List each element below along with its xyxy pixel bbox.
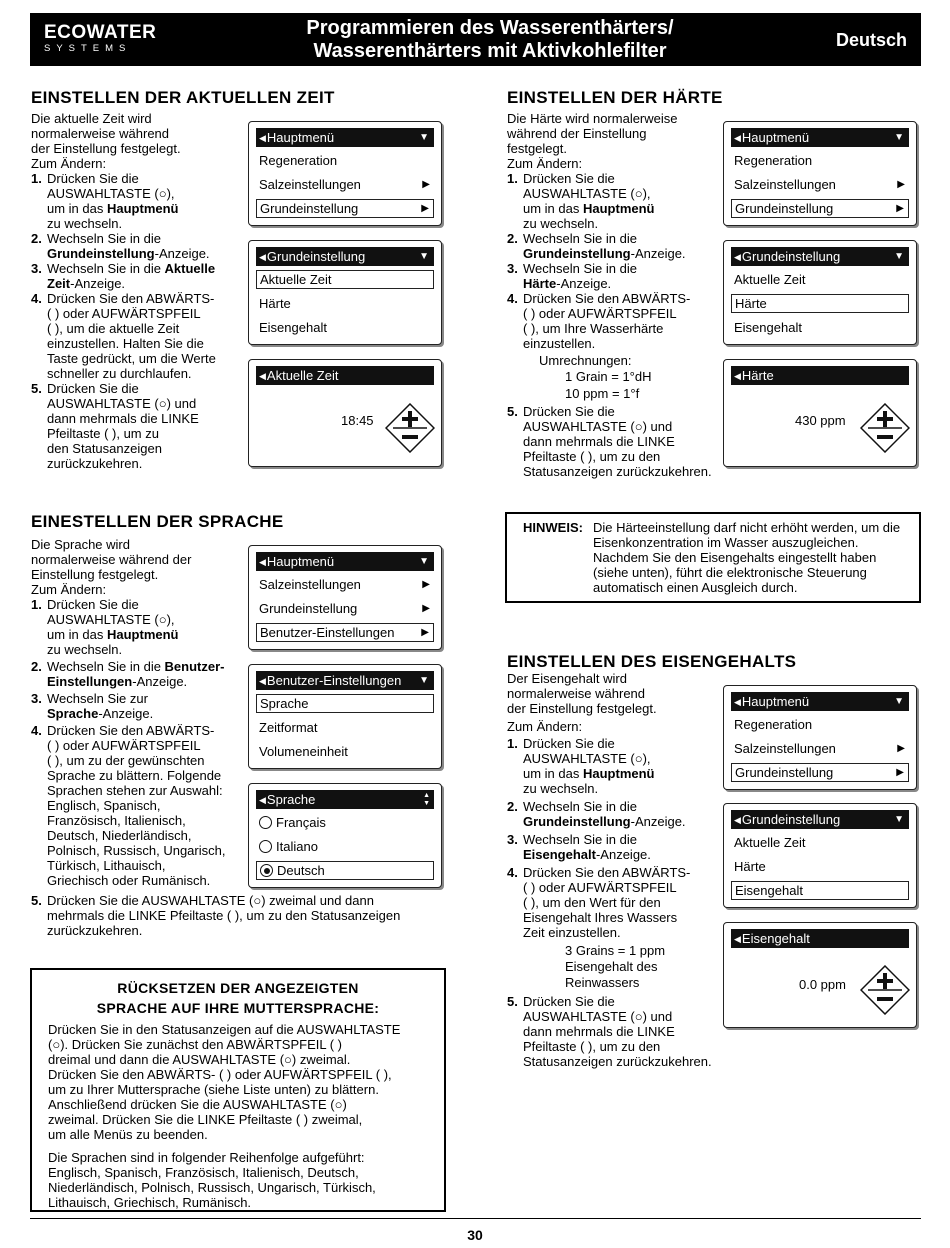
menu-item-eisengehalt[interactable]: Eisengehalt [731,881,909,900]
lcd-grundeinstellung [723,803,917,908]
radio-icon [259,816,272,829]
section-title-zeit: EINSTELLEN DER AKTUELLEN ZEIT [31,88,335,107]
sprache-instructions [31,537,256,888]
circle-icon: ○ [634,186,643,201]
lcd-grundeinstellung [248,240,442,345]
logo-sub: SYSTEMS [44,43,132,54]
triangle-right-icon: ▶ [896,767,904,778]
zeit-instructions [31,111,251,471]
reset-paragraph-1: Drücken Sie in den Statusanzeigen auf die AUSWAHLTASTE (○). Drücken Sie zunächst den ABWÄRTSPFEIL ( ) dreimal und dann die AUSWAHLTASTE (○) zweimal. Drücken Sie den ABWÄRTS- ( ) oder AUFWÄRTSPFEIL ( ), um zu Ihrer Muttersprache (siehe Liste unten) zu blättern. Anschließend drücken Sie die AUSWAHLTASTE (○) zweimal. Drücken Sie die LINKE Pfeiltaste ( ) zweimal, um alle Menüs zu beenden. [48,1022,401,1142]
menu-item-haerte[interactable]: Härte [259,296,291,311]
circle-icon: ○ [52,1037,61,1052]
menu-item-eisengehalt[interactable]: Eisengehalt [259,320,327,335]
lcd-hauptmenue [248,121,442,226]
menu-item-salzeinstellungen[interactable]: Salzeinstellungen ▶ [734,741,905,756]
intro-line: festgelegt. [507,141,567,156]
menu-item-regeneration[interactable]: Regeneration [734,717,813,732]
lcd-title-bar: ◀Härte [731,366,909,385]
circle-icon: ○ [334,1097,343,1112]
time-value: 18:45 [341,413,374,428]
language-option-italiano[interactable]: Italiano [256,837,434,856]
step-2: 2. Wechseln Sie in die Grundeinstellung-Anzeige. [507,231,686,261]
intro-line: normalerweise während der [31,552,192,567]
triangle-down-icon: ▼ [894,696,904,707]
step-2: 2. Wechseln Sie in die Grundeinstellung-Anzeige. [507,799,686,829]
lcd-title-bar: ◀Grundeinstellung ▼ [731,247,909,266]
lcd-title-bar: ◀Hauptmenü ▼ [731,692,909,711]
lcd-grundeinstellung [723,240,917,345]
triangle-down-icon: ▼ [894,251,904,262]
lcd-title-bar: ◀Sprache ▲ ▼ [256,790,434,809]
lcd-title-bar: ◀Hauptmenü ▼ [256,128,434,147]
triangle-right-icon: ▶ [421,627,429,638]
menu-item-grundeinstellung[interactable]: Grundeinstellung ▶ [731,763,909,782]
conversion-line: Eisengehalt des [565,959,658,974]
step-5: 5. Drücken Sie die AUSWAHLTASTE (○) und dann mehrmals die LINKE Pfeiltaste ( ), um zu den Statusanzeigen zurückzukehren. [507,994,712,1069]
menu-item-eisengehalt[interactable]: Eisengehalt [734,320,802,335]
menu-item-aktuelle-zeit[interactable]: Aktuelle Zeit [734,272,806,287]
step-5: 5. Drücken Sie die AUSWAHLTASTE (○) und dann mehrmals die LINKE Pfeiltaste ( ), um zu den Statusanzeigen zurückzukehren. [507,404,712,479]
intro-line: Zum Ändern: [31,582,107,597]
triangle-left-icon: ◀ [734,133,741,143]
triangle-down-icon: ▼ [419,556,429,567]
hardness-value: 430 ppm [795,413,846,428]
lcd-benutzer-einstellungen [248,664,442,769]
triangle-left-icon: ◀ [259,371,266,381]
page-title [210,17,770,63]
triangle-left-icon: ◀ [259,676,266,686]
lcd-title-bar: ◀Grundeinstellung ▼ [731,810,909,829]
circle-icon: ○ [253,893,262,908]
menu-item-haerte[interactable]: Härte [734,859,766,874]
page-header [30,13,921,66]
eisen-instructions [507,671,732,1069]
intro-line: Die Härte wird normalerweise [507,111,678,126]
intro-line: während der Einstellung [507,126,647,141]
conversion-line: 1 Grain = 1°dH [565,369,652,384]
triangle-left-icon: ◀ [259,557,266,567]
menu-item-salzeinstellungen[interactable]: Salzeinstellungen ▶ [259,177,430,192]
menu-item-grundeinstellung[interactable]: Grundeinstellung ▶ [259,601,430,616]
triangle-right-icon: ▶ [422,579,430,590]
step-1: 1. Drücken Sie die AUSWAHLTASTE (○), um in das Hauptmenü zu wechseln. [31,171,179,231]
title-line-2: Wasserenthärters mit Aktivkohlefilter [313,40,667,62]
conversion-line: 10 ppm = 1°f [565,386,640,401]
triangle-right-icon: ▶ [897,743,905,754]
hinweis-label: HINWEIS: [523,520,583,535]
conversion-line: Reinwassers [565,975,640,990]
sprache-step-5 [31,893,451,938]
intro-line: Der Eisengehalt wird [507,671,627,686]
triangle-right-icon: ▶ [421,203,429,214]
menu-item-aktuelle-zeit[interactable]: Aktuelle Zeit [734,835,806,850]
menu-item-haerte[interactable]: Härte [731,294,909,313]
intro-line: Die aktuelle Zeit wird [31,111,152,126]
triangle-left-icon: ◀ [259,795,266,805]
step-1: 1. Drücken Sie die AUSWAHLTASTE (○), um in das Hauptmenü zu wechseln. [31,597,179,657]
reset-title-line: RÜCKSETZEN DER ANGEZEIGTEN [117,980,359,996]
menu-item-sprache[interactable]: Sprache [256,694,434,713]
lcd-title-bar: ◀Hauptmenü ▼ [256,552,434,571]
circle-icon: ○ [284,1052,292,1067]
circle-icon: ○ [158,186,167,201]
hinweis-text: Die Härteeinstellung darf nicht erhöht werden, um die Eisenkonzentration im Wasser auszugleichen. Nachdem Sie den Eisengehalts eingestellt haben (siehe unten), führt die elektronische Steuerung automatisch einen Ausgleich durch. [593,520,901,595]
conversion-label: Umrechnungen: [539,353,632,368]
step-5: 5. Drücken Sie die AUSWAHLTASTE (○) und dann mehrmals die LINKE Pfeiltaste ( ), um zu den Statusanzeigen zurückzukehren. [31,381,199,471]
radio-icon [259,840,272,853]
plus-minus-diamond-icon[interactable] [860,403,910,453]
menu-item-regeneration[interactable]: Regeneration [259,153,338,168]
circle-icon: ○ [634,1009,643,1024]
step-3: 3. Wechseln Sie zur Sprache-Anzeige. [31,691,154,721]
triangle-left-icon: ◀ [734,371,741,381]
reset-box-title [48,978,428,1018]
menu-item-salzeinstellungen[interactable]: Salzeinstellungen ▶ [259,577,430,592]
step-4: 4. Drücken Sie den ABWÄRTS- ( ) oder AUFWÄRTSPFEIL ( ), um Ihre Wasserhärte einzustellen. [507,291,691,351]
menu-item-aktuelle-zeit[interactable]: Aktuelle Zeit [256,270,434,289]
menu-item-grundeinstellung[interactable]: Grundeinstellung ▶ [256,199,434,218]
hinweis-box [505,512,921,603]
logo-main: ECOWATER [44,22,157,43]
step-3: 3. Wechseln Sie in die Härte-Anzeige. [507,261,637,291]
plus-minus-diamond-icon[interactable] [860,965,910,1015]
triangle-down-icon: ▼ [894,132,904,143]
step-3: 3. Wechseln Sie in die Eisengehalt-Anzeige. [507,832,651,862]
intro-line: normalerweise während [507,686,646,701]
section-title-haerte: EINSTELLEN DER HÄRTE [507,88,723,107]
circle-icon: ○ [634,419,643,434]
intro-line: Zum Ändern: [507,156,583,171]
intro-line: der Einstellung festgelegt. [507,701,657,716]
circle-icon: ○ [634,751,643,766]
menu-item-volumeneinheit[interactable]: Volumeneinheit [259,744,348,759]
menu-item-zeitformat[interactable]: Zeitformat [259,720,318,735]
intro-line: normalerweise während [31,126,170,141]
lcd-haerte [723,359,917,467]
conversion-line: 3 Grains = 1 ppm [565,943,666,958]
menu-item-grundeinstellung[interactable]: Grundeinstellung ▶ [731,199,909,218]
plus-minus-diamond-icon[interactable] [385,403,435,453]
reset-language-box [30,968,446,1212]
triangle-down-icon: ▼ [419,132,429,143]
intro-line: Einstellung festgelegt. [31,567,159,582]
lcd-hauptmenue [248,545,442,650]
section-title-sprache: EINESTELLEN DER SPRACHE [31,512,284,531]
circle-icon: ○ [158,396,167,411]
step-4: 4. Drücken Sie den ABWÄRTS- ( ) oder AUFWÄRTSPFEIL ( ), um den Wert für den Eisengehalt Ihres Wassers Zeit einzustellen. [507,865,691,940]
triangle-left-icon: ◀ [734,252,741,262]
step-1: 1. Drücken Sie die AUSWAHLTASTE (○), um in das Hauptmenü zu wechseln. [507,171,655,231]
lcd-sprache [248,783,442,888]
step-1: 1. Drücken Sie die AUSWAHLTASTE (○), um in das Hauptmenü zu wechseln. [507,736,655,796]
footer-rule [30,1218,921,1219]
triangle-down-icon: ▼ [419,675,429,686]
lcd-title-bar: ◀Aktuelle Zeit [256,366,434,385]
triangle-right-icon: ▶ [896,203,904,214]
lcd-title-bar: ◀Eisengehalt [731,929,909,948]
menu-item-benutzer-einstellungen[interactable]: Benutzer-Einstellungen ▶ [256,623,434,642]
iron-value: 0.0 ppm [799,977,846,992]
lcd-title-bar: ◀Benutzer-Einstellungen ▼ [256,671,434,690]
menu-item-salzeinstellungen[interactable]: Salzeinstellungen ▶ [734,177,905,192]
language-option-francais[interactable]: Français [256,813,434,832]
language-option-deutsch[interactable]: Deutsch [256,861,434,880]
up-down-arrows-icon: ▲ ▼ [423,792,430,807]
circle-icon: ○ [158,612,167,627]
triangle-right-icon: ▶ [422,603,430,614]
triangle-left-icon: ◀ [734,934,741,944]
triangle-left-icon: ◀ [734,815,741,825]
triangle-right-icon: ▶ [422,179,430,190]
intro-line: Zum Ändern: [31,156,107,171]
step-4: 4. Drücken Sie den ABWÄRTS- ( ) oder AUFWÄRTSPFEIL ( ), um die aktuelle Zeit einzustellen. Halten Sie die Taste gedrückt, um die Werte schneller zu durchlaufen. [31,291,216,381]
haerte-instructions [507,111,732,479]
reset-title-line: SPRACHE AUF IHRE MUTTERSPRACHE: [96,1000,380,1016]
intro-line: Die Sprache wird [31,537,130,552]
radio-selected-icon [260,864,273,877]
menu-item-regeneration[interactable]: Regeneration [734,153,813,168]
step-4: 4. Drücken Sie den ABWÄRTS- ( ) oder AUFWÄRTSPFEIL ( ), um zu der gewünschten Sprache zu blättern. Folgende Sprachen stehen zur Auswahl: Englisch, Spanisch, Französisch, Italienisch, Deutsch, Niederländisch, Polnisch, Russisch, Ungarisch, Türkisch, Lithauisch, Griechisch oder Rumänisch. [31,723,226,888]
lcd-title-bar: ◀Grundeinstellung ▼ [256,247,434,266]
step-2: 2. Wechseln Sie in die Grundeinstellung-Anzeige. [31,231,210,261]
triangle-down-icon: ▼ [894,814,904,825]
triangle-down-icon: ▼ [419,251,429,262]
lcd-hauptmenue [723,121,917,226]
intro-line: Zum Ändern: [507,719,583,734]
ecowater-logo [44,23,156,55]
title-line-1: Programmieren des Wasserenthärters/ [306,17,674,39]
step-5: 5. Drücken Sie die AUSWAHLTASTE (○) zweimal und dann mehrmals die LINKE Pfeiltaste ( ), um zu den Statusanzeigen zurückzukehren. [31,893,401,938]
triangle-left-icon: ◀ [734,697,741,707]
lcd-eisengehalt [723,922,917,1028]
intro-line: der Einstellung festgelegt. [31,141,181,156]
triangle-left-icon: ◀ [259,252,266,262]
lcd-hauptmenue [723,685,917,790]
section-title-eisen: EINSTELLEN DES EISENGEHALTS [507,652,797,671]
step-2: 2. Wechseln Sie in die Benutzer- Einstellungen-Anzeige. [31,659,225,689]
triangle-left-icon: ◀ [259,133,266,143]
reset-paragraph-2: Die Sprachen sind in folgender Reihenfolge aufgeführt: Englisch, Spanisch, Französisch, Italienisch, Deutsch, Niederländisch, Polnisch, Russisch, Ungarisch, Türkisch, Lithauisch, Griechisch, Rumänisch. [48,1150,376,1210]
language-label: Deutsch [835,30,907,50]
lcd-title-bar: ◀Hauptmenü ▼ [731,128,909,147]
page-number: 30 [467,1227,483,1243]
lcd-aktuelle-zeit [248,359,442,467]
triangle-right-icon: ▶ [897,179,905,190]
step-3: 3. Wechseln Sie in die Aktuelle Zeit-Anzeige. [31,261,216,291]
